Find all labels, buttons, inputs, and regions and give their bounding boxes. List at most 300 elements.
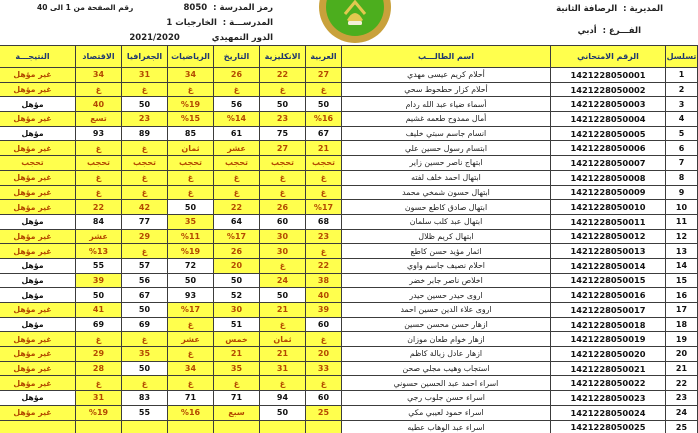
exam-number-cell: 1421228050021: [551, 361, 666, 376]
school-code-label: رمز المدرسة :: [213, 3, 273, 13]
student-name-cell: اثمار مؤيد حسن كاطع: [342, 244, 551, 259]
grade-cell-5: 55: [76, 258, 122, 273]
grade-cell-5: %13: [76, 244, 122, 259]
result-cell: مؤهل: [0, 258, 76, 273]
exam-number-cell: 1421228050018: [551, 317, 666, 332]
student-row: [0, 229, 698, 244]
grade-cell-5: غ: [76, 332, 122, 347]
grade-cell-5: عشر: [76, 229, 122, 244]
grade-cell-4: 57: [122, 258, 168, 273]
grade-cell-3: غ: [168, 376, 214, 391]
student-row: [0, 332, 698, 347]
result-cell: مؤهل: [0, 214, 76, 229]
grade-cell-3: 93: [168, 288, 214, 303]
serial-cell: 13: [666, 244, 698, 259]
grade-cell-0: 22: [306, 258, 342, 273]
grade-cell-2: 71: [214, 391, 260, 406]
result-cell: مؤهل: [0, 97, 76, 112]
exam-number-cell: 1421228050014: [551, 258, 666, 273]
grade-cell-3: 85: [168, 126, 214, 141]
exam-number-cell: 1421228050024: [551, 405, 666, 420]
student-row: [0, 376, 698, 391]
grade-cell-2: 26: [214, 244, 260, 259]
serial-cell: 6: [666, 141, 698, 156]
exam-number-cell: 1421228050012: [551, 229, 666, 244]
grade-cell-3: [168, 420, 214, 433]
result-cell: غير مؤهل: [0, 405, 76, 420]
grade-cell-4: غ: [122, 141, 168, 156]
grade-cell-3: 72: [168, 258, 214, 273]
grade-cell-3: تحجب: [168, 156, 214, 171]
result-cell: غير مؤهل: [0, 82, 76, 97]
exam-number-cell: 1421228050025: [551, 420, 666, 433]
student-row: [0, 244, 698, 259]
serial-cell: 14: [666, 258, 698, 273]
result-cell: غير مؤهل: [0, 244, 76, 259]
exam-number-cell: 1421228050007: [551, 156, 666, 171]
student-row: [0, 156, 698, 171]
column-header-1: الرقم الامتحاني: [551, 46, 666, 68]
exam-number-cell: 1421228050002: [551, 82, 666, 97]
grade-cell-0: 60: [306, 317, 342, 332]
grade-cell-5: غ: [76, 141, 122, 156]
student-row: [0, 97, 698, 112]
grade-cell-4: 89: [122, 126, 168, 141]
directorate-value: الرصافة الثانية: [556, 4, 618, 14]
column-header-5: التاريخ: [214, 46, 260, 68]
serial-cell: 3: [666, 97, 698, 112]
grade-cell-0: 20: [306, 347, 342, 362]
student-name-cell: أحلام كزار حطحوط سحي: [342, 82, 551, 97]
result-cell: غير مؤهل: [0, 141, 76, 156]
exam-number-cell: 1421228050020: [551, 347, 666, 362]
grade-cell-5: 28: [76, 361, 122, 376]
student-row: [0, 405, 698, 420]
round-label: الدور التمهيدي: [211, 33, 273, 43]
grade-cell-5: 34: [76, 68, 122, 83]
result-cell: مؤهل: [0, 317, 76, 332]
student-name-cell: ابتهال صادق كاطع حسون: [342, 200, 551, 215]
student-name-cell: ابتهاج ناصر حسين زاير: [342, 156, 551, 171]
grade-cell-4: 50: [122, 303, 168, 318]
column-header-0: تسلسل: [666, 46, 698, 68]
grade-cell-1: غ: [260, 258, 306, 273]
grade-cell-4: 55: [122, 405, 168, 420]
student-row: [0, 112, 698, 127]
grade-cell-0: 40: [306, 288, 342, 303]
grade-cell-1: غ: [260, 82, 306, 97]
student-name-cell: احلام نصيف جاسم واوي: [342, 258, 551, 273]
grade-cell-5: 29: [76, 347, 122, 362]
grade-cell-3: غ: [168, 185, 214, 200]
student-name-cell: ازهار خوام طعان موزان: [342, 332, 551, 347]
grade-cell-2: 22: [214, 200, 260, 215]
result-cell: غير مؤهل: [0, 376, 76, 391]
student-name-cell: استجاب وهيب مجلي صحن: [342, 361, 551, 376]
grade-cell-5: 40: [76, 97, 122, 112]
exam-number-cell: 1421228050023: [551, 391, 666, 406]
grade-cell-0: %16: [306, 112, 342, 127]
grade-cell-2: 50: [214, 273, 260, 288]
grade-cell-0: غ: [306, 82, 342, 97]
grade-cell-4: 77: [122, 214, 168, 229]
grade-cell-1: 23: [260, 112, 306, 127]
grade-cell-3: 50: [168, 273, 214, 288]
grade-cell-0: 39: [306, 303, 342, 318]
grade-cell-2: غ: [214, 82, 260, 97]
grade-cell-4: 23: [122, 112, 168, 127]
grade-cell-1: تحجب: [260, 156, 306, 171]
grade-cell-2: خمس: [214, 332, 260, 347]
student-row: [0, 288, 698, 303]
grade-cell-0: %17: [306, 200, 342, 215]
grade-cell-5: 69: [76, 317, 122, 332]
grade-cell-3: ثمان: [168, 141, 214, 156]
grade-cell-1: 26: [260, 200, 306, 215]
grade-cell-3: غ: [168, 317, 214, 332]
serial-cell: 15: [666, 273, 698, 288]
student-name-cell: اسراء حسن جلوب رجي: [342, 391, 551, 406]
result-cell: مؤهل: [0, 273, 76, 288]
result-cell: مؤهل: [0, 288, 76, 303]
grade-cell-4: 31: [122, 68, 168, 83]
grade-cell-5: غ: [76, 376, 122, 391]
result-cell: مؤهل: [0, 391, 76, 406]
grade-cell-3: 35: [168, 214, 214, 229]
serial-cell: 25: [666, 420, 698, 433]
school-block: [129, 1, 273, 46]
directorate-line: [556, 3, 663, 16]
grade-cell-0: [306, 420, 342, 433]
grade-cell-0: غ: [306, 244, 342, 259]
grade-cell-3: غ: [168, 347, 214, 362]
grade-cell-0: 25: [306, 405, 342, 420]
student-row: [0, 317, 698, 332]
grade-cell-3: 50: [168, 200, 214, 215]
student-row: [0, 273, 698, 288]
grade-cell-4: غ: [122, 332, 168, 347]
grade-cell-3: غ: [168, 170, 214, 185]
student-row: [0, 170, 698, 185]
exam-number-cell: 1421228050015: [551, 273, 666, 288]
grade-cell-2: عشر: [214, 141, 260, 156]
grade-cell-5: 84: [76, 214, 122, 229]
serial-cell: 11: [666, 214, 698, 229]
student-name-cell: انسام جاسم سبتي خليف: [342, 126, 551, 141]
directorate-label: المديرية :: [623, 4, 663, 14]
grade-cell-1: غ: [260, 185, 306, 200]
grade-cell-1: 94: [260, 391, 306, 406]
grade-cell-5: 41: [76, 303, 122, 318]
result-cell: غير مؤهل: [0, 332, 76, 347]
results-table: [0, 45, 698, 433]
grade-cell-0: 27: [306, 68, 342, 83]
grade-cell-3: 34: [168, 68, 214, 83]
student-name-cell: أمال ممدوح طعمه غشيم: [342, 112, 551, 127]
grade-cell-5: غ: [76, 82, 122, 97]
serial-cell: 24: [666, 405, 698, 420]
grade-cell-2: 56: [214, 97, 260, 112]
grade-cell-1: 21: [260, 303, 306, 318]
grade-cell-2: 35: [214, 361, 260, 376]
exam-number-cell: 1421228050016: [551, 288, 666, 303]
student-row: [0, 185, 698, 200]
grade-cell-4: 67: [122, 288, 168, 303]
grade-cell-3: 71: [168, 391, 214, 406]
result-cell: غير مؤهل: [0, 112, 76, 127]
serial-cell: 19: [666, 332, 698, 347]
grade-cell-1: 30: [260, 229, 306, 244]
serial-cell: 22: [666, 376, 698, 391]
grade-cell-5: [76, 420, 122, 433]
exam-number-cell: 1421228050004: [551, 112, 666, 127]
grade-cell-2: غ: [214, 170, 260, 185]
student-row: [0, 361, 698, 376]
grade-cell-1: 50: [260, 405, 306, 420]
student-name-cell: ابتهال حسون شمخي محمد: [342, 185, 551, 200]
grade-cell-4: 56: [122, 273, 168, 288]
grade-cell-3: %19: [168, 97, 214, 112]
student-name-cell: ازهار عادل زبالة كاظم: [342, 347, 551, 362]
grade-cell-1: 22: [260, 68, 306, 83]
grade-cell-2: سبع: [214, 405, 260, 420]
grade-cell-1: ثمان: [260, 332, 306, 347]
grade-cell-2: غ: [214, 185, 260, 200]
grade-cell-1: 27: [260, 141, 306, 156]
grade-cell-5: 50: [76, 288, 122, 303]
student-row: [0, 68, 698, 83]
student-row: [0, 258, 698, 273]
grade-cell-1: 60: [260, 214, 306, 229]
grade-cell-2: 51: [214, 317, 260, 332]
serial-cell: 21: [666, 361, 698, 376]
grade-cell-2: [214, 420, 260, 433]
grade-cell-4: غ: [122, 82, 168, 97]
school-code-value: 8050: [183, 3, 208, 13]
page-number-info: رقم الصفحة من 1 الى 40: [37, 3, 134, 12]
grade-cell-5: غ: [76, 185, 122, 200]
column-header-6: الرياضيات: [168, 46, 214, 68]
grade-cell-0: غ: [306, 376, 342, 391]
exam-number-cell: 1421228050017: [551, 303, 666, 318]
grade-cell-5: 31: [76, 391, 122, 406]
result-cell: غير مؤهل: [0, 200, 76, 215]
grade-cell-2: 26: [214, 68, 260, 83]
grade-cell-4: غ: [122, 170, 168, 185]
serial-cell: 12: [666, 229, 698, 244]
grade-cell-1: [260, 420, 306, 433]
exam-number-cell: 1421228050009: [551, 185, 666, 200]
student-name-cell: ابتسام رسول حسين علي: [342, 141, 551, 156]
result-cell: غير مؤهل: [0, 185, 76, 200]
branch-line: [556, 25, 641, 38]
grade-cell-5: تسع: [76, 112, 122, 127]
exam-number-cell: 1421228050005: [551, 126, 666, 141]
grade-cell-4: 69: [122, 317, 168, 332]
serial-cell: 8: [666, 170, 698, 185]
grade-cell-3: %15: [168, 112, 214, 127]
serial-cell: 4: [666, 112, 698, 127]
school-code-line: [129, 1, 273, 16]
school-label: المدرســـة :: [222, 18, 273, 28]
grade-cell-0: 38: [306, 273, 342, 288]
student-name-cell: اسراء حمود لعيبي مكي: [342, 405, 551, 420]
grade-cell-5: %19: [76, 405, 122, 420]
exam-number-cell: 1421228050019: [551, 332, 666, 347]
grade-cell-0: 21: [306, 141, 342, 156]
grade-cell-0: غ: [306, 185, 342, 200]
result-cell: [0, 420, 76, 433]
grade-cell-0: 50: [306, 97, 342, 112]
year-value: 2021/2020: [129, 33, 180, 43]
exam-number-cell: 1421228050013: [551, 244, 666, 259]
grade-cell-3: %16: [168, 405, 214, 420]
grade-cell-0: 23: [306, 229, 342, 244]
grade-cell-1: 30: [260, 244, 306, 259]
grade-cell-2: 61: [214, 126, 260, 141]
serial-cell: 18: [666, 317, 698, 332]
serial-cell: 23: [666, 391, 698, 406]
branch-value: أدبي: [577, 26, 597, 36]
student-row: [0, 141, 698, 156]
grade-cell-2: تحجب: [214, 156, 260, 171]
exam-number-cell: 1421228050010: [551, 200, 666, 215]
round-line: [129, 31, 273, 46]
grade-cell-1: 31: [260, 361, 306, 376]
serial-cell: 10: [666, 200, 698, 215]
grade-cell-1: 75: [260, 126, 306, 141]
student-row: [0, 391, 698, 406]
directorate-block: [556, 3, 663, 38]
column-header-2: اسم الطالـــب: [342, 46, 551, 68]
column-header-4: الانكليزية: [260, 46, 306, 68]
grade-cell-1: غ: [260, 317, 306, 332]
school-name-line: [129, 16, 273, 31]
column-header-9: النتيجـــة: [0, 46, 76, 68]
grade-cell-2: 21: [214, 347, 260, 362]
student-name-cell: اسراء احمد عبد الحسين حسوني: [342, 376, 551, 391]
result-cell: غير مؤهل: [0, 303, 76, 318]
grade-cell-0: تحجب: [306, 156, 342, 171]
header-row: [0, 46, 698, 68]
result-cell: غير مؤهل: [0, 170, 76, 185]
results-table-header: [0, 46, 698, 68]
student-name-cell: ازهار حسن محسن حسين: [342, 317, 551, 332]
exam-number-cell: 1421228050001: [551, 68, 666, 83]
column-header-7: الجغرافيا: [122, 46, 168, 68]
grade-cell-4: تحجب: [122, 156, 168, 171]
grade-cell-2: 52: [214, 288, 260, 303]
serial-cell: 7: [666, 156, 698, 171]
student-row: [0, 200, 698, 215]
grade-cell-2: 20: [214, 258, 260, 273]
student-row: [0, 347, 698, 362]
grade-cell-2: %17: [214, 229, 260, 244]
exam-number-cell: 1421228050003: [551, 97, 666, 112]
grade-cell-4: غ: [122, 376, 168, 391]
grade-cell-3: %19: [168, 244, 214, 259]
grade-cell-4: 50: [122, 361, 168, 376]
result-cell: مؤهل: [0, 126, 76, 141]
grade-cell-3: %11: [168, 229, 214, 244]
serial-cell: 9: [666, 185, 698, 200]
grade-cell-0: غ: [306, 332, 342, 347]
grade-cell-1: 21: [260, 347, 306, 362]
grade-cell-4: غ: [122, 185, 168, 200]
grade-cell-5: 93: [76, 126, 122, 141]
result-cell: تحجب: [0, 156, 76, 171]
student-name-cell: أسماء ضياء عبد الله ردام: [342, 97, 551, 112]
grade-cell-4: 35: [122, 347, 168, 362]
grade-cell-2: 64: [214, 214, 260, 229]
branch-label: الفـــرع :: [602, 26, 641, 36]
result-cell: غير مؤهل: [0, 361, 76, 376]
grade-cell-5: تحجب: [76, 156, 122, 171]
grade-cell-4: 42: [122, 200, 168, 215]
grade-cell-0: غ: [306, 170, 342, 185]
student-name-cell: ابتهال عبد كلب سلمان: [342, 214, 551, 229]
grade-cell-2: 30: [214, 303, 260, 318]
serial-cell: 16: [666, 288, 698, 303]
grade-cell-1: 50: [260, 97, 306, 112]
serial-cell: 20: [666, 347, 698, 362]
column-header-8: الاقتصاد: [76, 46, 122, 68]
result-cell: غير مؤهل: [0, 229, 76, 244]
grade-cell-5: غ: [76, 170, 122, 185]
grade-cell-2: غ: [214, 376, 260, 391]
grade-cell-2: %14: [214, 112, 260, 127]
grade-cell-4: 29: [122, 229, 168, 244]
student-row: [0, 126, 698, 141]
grade-cell-1: غ: [260, 376, 306, 391]
student-name-cell: اروى حيدر حسين حيدر: [342, 288, 551, 303]
serial-cell: 5: [666, 126, 698, 141]
exam-number-cell: 1421228050006: [551, 141, 666, 156]
exam-number-cell: 1421228050022: [551, 376, 666, 391]
grade-cell-5: 39: [76, 273, 122, 288]
student-name-cell: ابتهال كريم ظلال: [342, 229, 551, 244]
student-name-cell: ابتهال احمد خلف لفته: [342, 170, 551, 185]
grade-cell-3: غ: [168, 82, 214, 97]
student-row: [0, 303, 698, 318]
grade-cell-4: [122, 420, 168, 433]
grade-cell-0: 68: [306, 214, 342, 229]
result-cell: غير مؤهل: [0, 347, 76, 362]
grade-cell-5: 22: [76, 200, 122, 215]
grade-cell-3: %17: [168, 303, 214, 318]
exam-number-cell: 1421228050011: [551, 214, 666, 229]
grade-cell-3: عشر: [168, 332, 214, 347]
student-row: [0, 214, 698, 229]
ministry-of-education-emblem-icon: [318, 0, 392, 44]
student-row: [0, 82, 698, 97]
grade-cell-4: 83: [122, 391, 168, 406]
grade-cell-1: غ: [260, 170, 306, 185]
student-name-cell: أحلام كريم عيسى مهدي: [342, 68, 551, 83]
grade-cell-4: غ: [122, 244, 168, 259]
school-value: الخارجيات 1: [166, 18, 217, 28]
column-header-3: العربية: [306, 46, 342, 68]
student-name-cell: اخلاص ناصر جابر خضر: [342, 273, 551, 288]
student-name-cell: اسراء عبد الوهاب عطيه: [342, 420, 551, 433]
grade-cell-3: 34: [168, 361, 214, 376]
results-table-body: [0, 68, 698, 433]
exam-number-cell: 1421228050008: [551, 170, 666, 185]
grade-cell-0: 60: [306, 391, 342, 406]
serial-cell: 2: [666, 82, 698, 97]
grade-cell-4: 50: [122, 97, 168, 112]
grade-cell-1: 50: [260, 288, 306, 303]
